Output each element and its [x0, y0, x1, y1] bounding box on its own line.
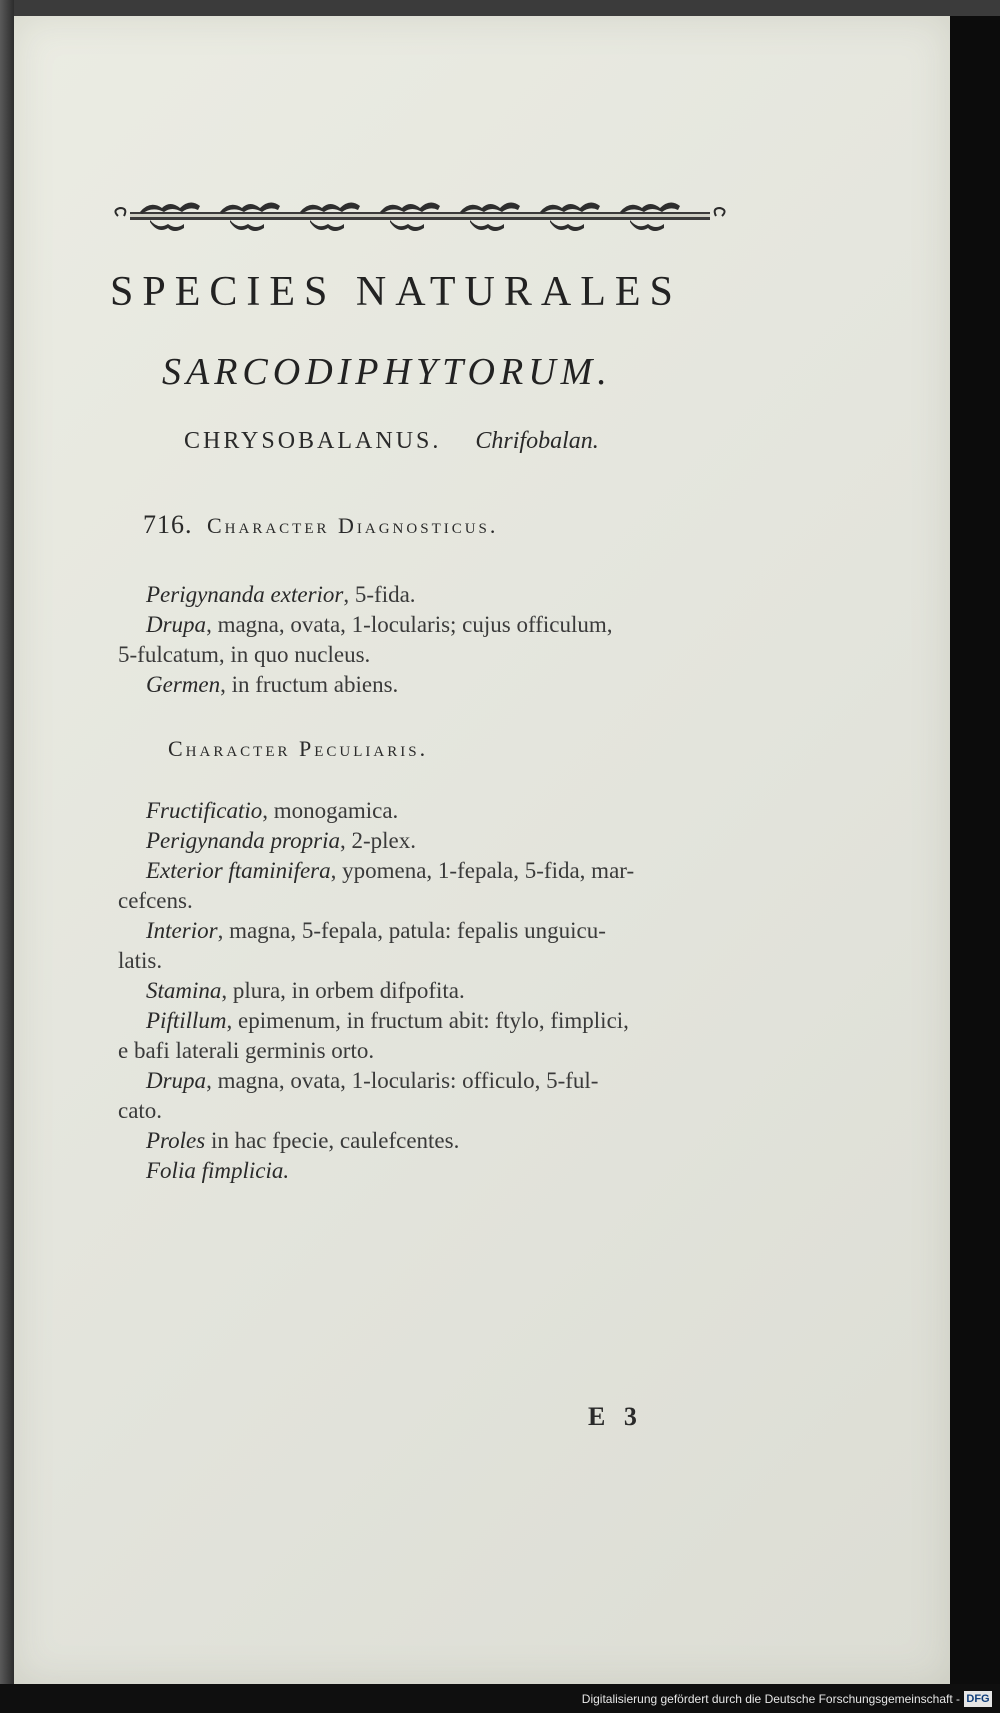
text-line [118, 796, 758, 826]
line-term: Fructificatio [146, 798, 263, 823]
page-title: SPECIES NATURALES [110, 269, 682, 315]
section-number: 716. [143, 510, 193, 539]
text-line [118, 946, 758, 976]
text-line [118, 1066, 758, 1096]
dfg-logo: DFG [964, 1691, 992, 1707]
line-term: Folia fimplicia. [146, 1158, 290, 1183]
genus-name: CHRYSOBALANUS. [184, 428, 442, 454]
line-text: e bafi laterali germinis orto. [118, 1038, 375, 1063]
page-signature: E 3 [588, 1402, 643, 1431]
line-text: , monogamica. [262, 798, 399, 823]
digitization-credit: Digitalisierung gefördert durch die Deutsche Forschungsgemeinschaft - [581, 1692, 960, 1706]
line-text: , in fructum abiens. [220, 672, 399, 697]
scan-right-border [950, 16, 1000, 1684]
line-text: cato. [118, 1098, 163, 1123]
text-line [118, 670, 758, 700]
line-term: Proles [146, 1128, 206, 1153]
line-term: Piftillum [146, 1008, 227, 1033]
line-text: , 2-plex. [340, 828, 417, 853]
text-line [118, 916, 758, 946]
diagnosticus-heading-text: Character Diagnosticus. [207, 513, 499, 538]
line-text: cefcens. [118, 888, 193, 913]
line-text: , magna, ovata, 1-locularis; cujus officulum, [206, 612, 613, 637]
line-term: Stamina [146, 978, 222, 1003]
line-text: , epimenum, in fructum abit: ftylo, fimplici, [226, 1008, 629, 1033]
line-text: , ypomena, 1-fepala, 5-fida, mar- [330, 858, 635, 883]
line-text: , 5-fida. [343, 582, 416, 607]
line-text: , magna, 5-fepala, patula: fepalis unguicu- [217, 918, 606, 943]
line-text: latis. [118, 948, 163, 973]
decorative-vignette [110, 196, 730, 236]
genus-heading [184, 428, 744, 455]
text-line [118, 610, 758, 640]
page-subtitle: SARCODIPHYTORUM. [162, 351, 612, 393]
text-line [118, 1126, 758, 1156]
line-term: Interior [146, 918, 218, 943]
text-line [118, 1006, 758, 1036]
line-term: Drupa [146, 1068, 207, 1093]
line-text: in hac fpecie, caulefcentes. [205, 1128, 460, 1153]
line-term: Drupa [146, 612, 207, 637]
line-term: Germen [146, 672, 221, 697]
text-line [118, 886, 758, 916]
text-line [118, 976, 758, 1006]
text-line [118, 1156, 758, 1186]
line-text: , plura, in orbem difpofita. [221, 978, 465, 1003]
line-term: Exterior ftaminifera [146, 858, 331, 883]
line-text: , magna, ovata, 1-locularis: officulo, 5-ful- [206, 1068, 599, 1093]
diagnosticus-heading [143, 510, 498, 540]
line-text: 5-fulcatum, in quo nucleus. [118, 642, 371, 667]
text-line [118, 640, 758, 670]
diagnosticus-text [118, 580, 758, 700]
peculiaris-heading: Character Peculiaris. [168, 736, 429, 761]
line-term: Perigynanda propria [146, 828, 340, 853]
genus-common-name: Chrifobalan. [475, 428, 599, 454]
scan-left-border [0, 0, 14, 1713]
text-line [118, 1096, 758, 1126]
text-line [118, 580, 758, 610]
text-line [118, 856, 758, 886]
text-line [118, 1036, 758, 1066]
line-term: Perigynanda exterior [146, 582, 344, 607]
peculiaris-text [118, 796, 758, 1186]
text-line [118, 826, 758, 856]
